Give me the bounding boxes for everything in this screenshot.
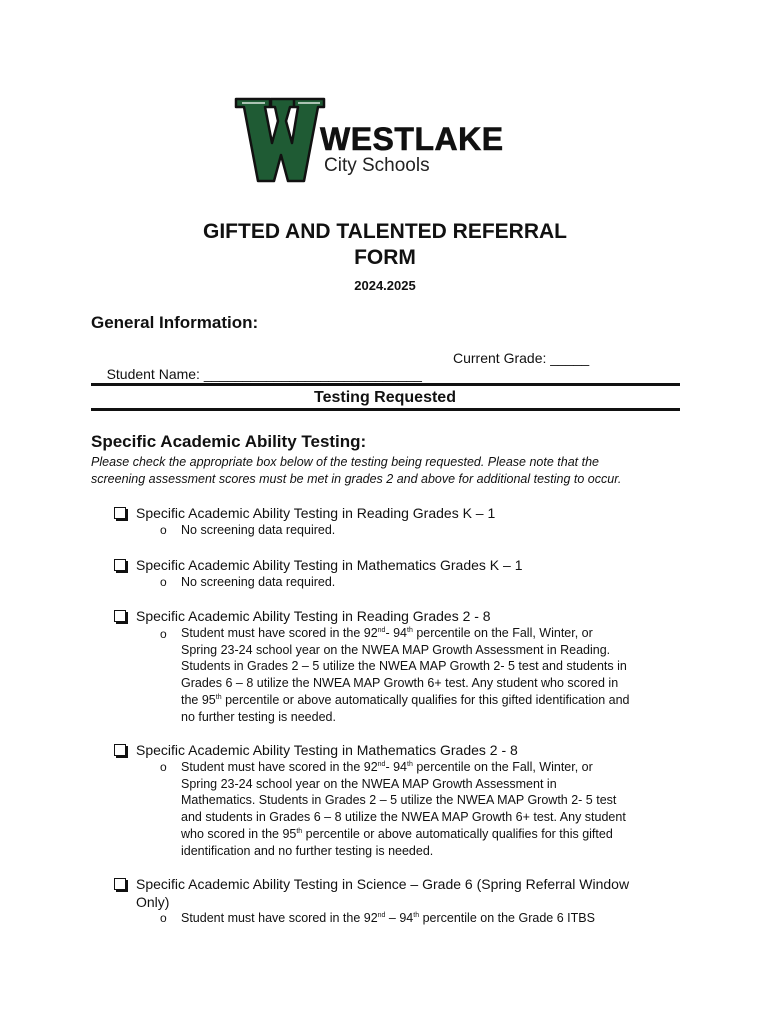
bullet-icon: o <box>160 523 167 537</box>
requirement-line: Spring 23-24 school year on the NWEA MAP Growth Assessment in Reading. <box>181 642 611 657</box>
checkbox[interactable] <box>114 610 126 622</box>
banner-bottom-rule <box>91 408 680 411</box>
requirement-line: who scored in the 95th percentile or above automatically qualifies for this gifted <box>181 826 613 841</box>
testing-requested-banner: Testing Requested <box>314 389 456 406</box>
checkbox[interactable] <box>114 507 126 519</box>
option-requirement <box>181 625 681 725</box>
requirement-line: Mathematics. Students in Grades 2 – 5 utilize the NWEA MAP Growth 2- 5 test <box>181 793 617 808</box>
requirement-line: Student must have scored in the 92nd- 94th percentile on the Fall, Winter, or <box>181 760 593 774</box>
option-requirement <box>181 759 681 859</box>
requirement-line: no further testing is needed. <box>181 709 336 724</box>
requirement-line: Grades 6 – 8 utilize the NWEA MAP Growth 6+ test. Any student who scored in <box>181 676 619 691</box>
form-title-line1: GIFTED AND TALENTED REFERRAL <box>203 220 567 243</box>
requirement-line: and students in Grades 6 – 8 utilize the NWEA MAP Growth 6+ test. Any student <box>181 810 626 825</box>
student-name-field[interactable]: Student Name: ____________________________ <box>106 366 422 382</box>
logo-subtitle: City Schools <box>324 155 430 176</box>
bullet-icon: o <box>160 627 167 641</box>
option-label: Specific Academic Ability Testing in Reading Grades K – 1 <box>136 505 496 521</box>
form-title-line2: FORM <box>354 246 416 269</box>
option-label: Specific Academic Ability Testing in Mathematics Grades K – 1 <box>136 557 523 573</box>
bullet-icon: o <box>160 575 167 589</box>
option-requirement: No screening data required. <box>181 523 336 537</box>
option-label: Specific Academic Ability Testing in Reading Grades 2 - 8 <box>136 608 491 624</box>
bullet-icon: o <box>160 760 167 774</box>
bullet-icon: o <box>160 911 167 925</box>
school-year: 2024.2025 <box>354 278 416 293</box>
westlake-logo <box>234 97 554 183</box>
w-emblem-icon <box>234 97 326 183</box>
instructions-line: Please check the appropriate box below of the testing being requested. Please note that the <box>91 455 599 469</box>
option-requirement: No screening data required. <box>181 575 336 589</box>
requirement-line: Student must have scored in the 92nd – 94th percentile on the Grade 6 ITBS <box>181 911 595 925</box>
checkbox[interactable] <box>114 878 126 890</box>
banner-top-rule <box>91 383 680 386</box>
current-grade-field[interactable]: Current Grade: _____ <box>453 350 590 366</box>
requirement-line: identification and no further testing is needed. <box>181 843 434 858</box>
checkbox[interactable] <box>114 744 126 756</box>
general-info-heading: General Information: <box>91 313 259 332</box>
requirement-line: Students in Grades 2 – 5 utilize the NWEA MAP Growth 2- 5 test and students in <box>181 659 627 674</box>
academic-testing-heading: Specific Academic Ability Testing: <box>91 432 367 451</box>
requirement-line: the 95th percentile or above automatically qualifies for this gifted identification and <box>181 692 630 707</box>
academic-instructions <box>91 454 691 488</box>
instructions-line: screening assessment scores must be met in grades 2 and above for additional testing to occur. <box>91 472 622 486</box>
option-requirement <box>181 910 681 927</box>
option-label: Specific Academic Ability Testing in Mathematics Grades 2 - 8 <box>136 742 518 758</box>
checkbox[interactable] <box>114 559 126 571</box>
logo-wordmark: WESTLAKE <box>320 121 504 157</box>
requirement-line: Student must have scored in the 92nd- 94th percentile on the Fall, Winter, or <box>181 626 593 640</box>
requirement-line: Spring 23-24 school year on the NWEA MAP Growth Assessment in <box>181 776 557 791</box>
option-label: Specific Academic Ability Testing in Science – Grade 6 (Spring Referral Window Only) <box>136 876 630 910</box>
